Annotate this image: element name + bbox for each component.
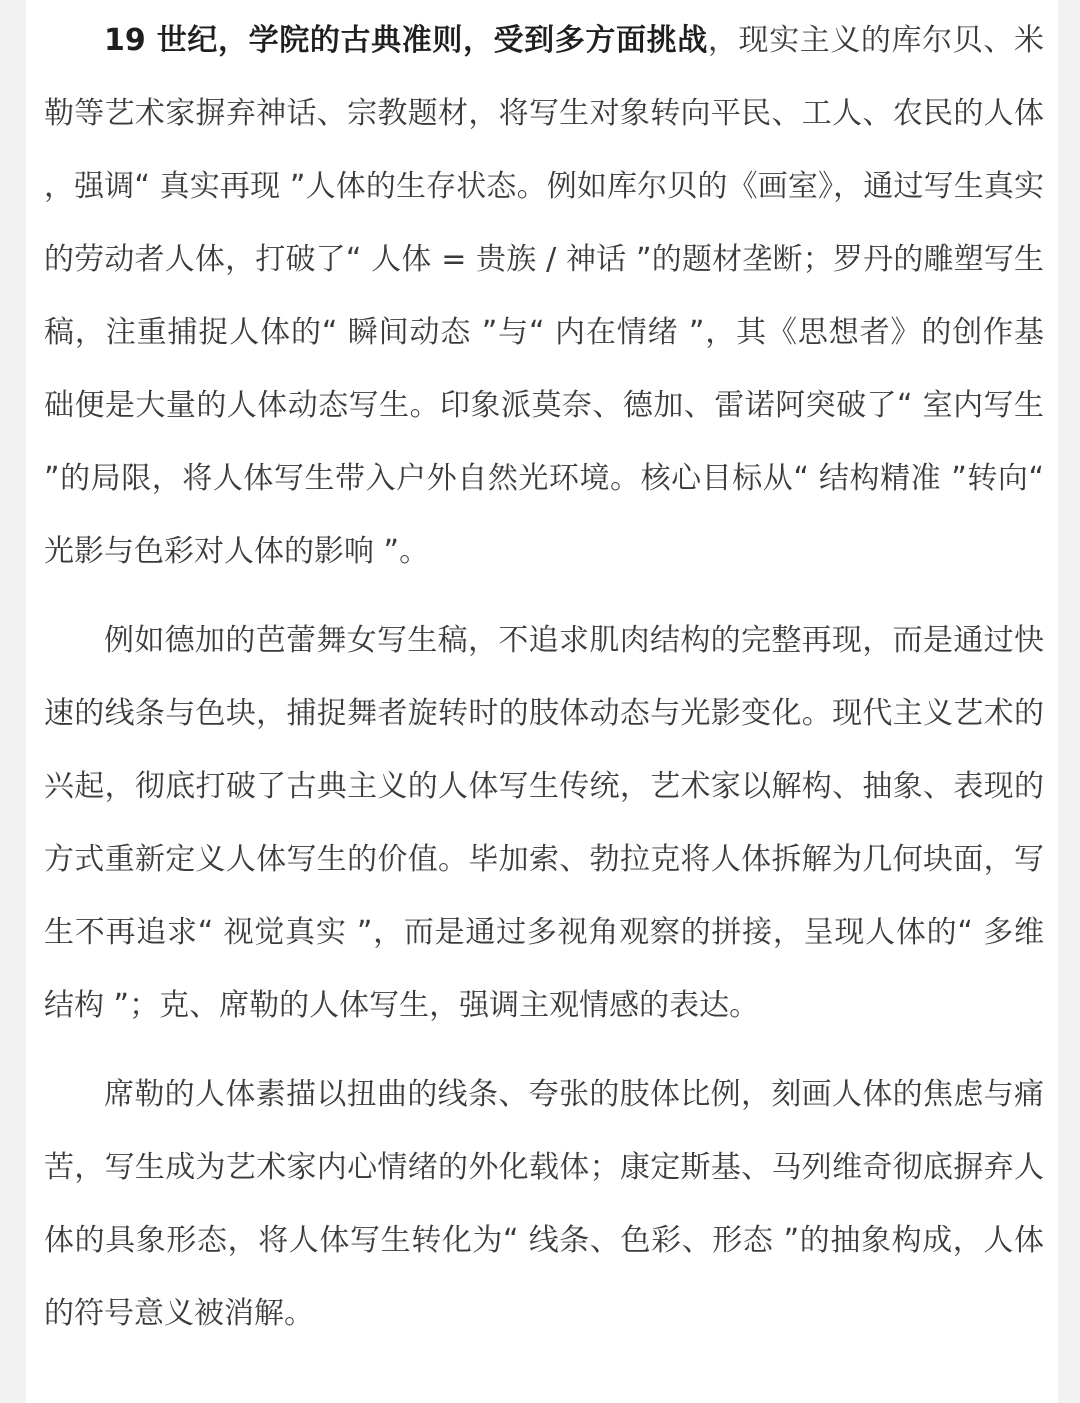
paragraph-2: [44, 604, 1044, 1042]
paragraph-2-text: 例如德加的芭蕾舞女写生稿，不追求肌肉结构的完整再现，而是通过快速的线条与色块，捕捉舞者旋转时的肢体动态与光影变化。现代主义艺术的兴起，彻底打破了古典主义的人体写生传统，艺术家以解构、抽象、表现的方式重新定义人体写生的价值。毕加索、勃拉克将人体拆解为几何块面，写生不再追求“ 视觉真实 ”，而是通过多视角观察的拼接，呈现人体的“ 多维结构 ”；克、席勒的人体写生，强调主观情感的表达。: [44, 623, 1044, 1023]
paragraph-3-text: 席勒的人体素描以扭曲的线条、夸张的肢体比例，刻画人体的焦虑与痛苦，写生成为艺术家内心情绪的外化载体；康定斯基、马列维奇彻底摒弃人体的具象形态，将人体写生转化为“ 线条、色彩、形态 ”的抽象构成，人体的符号意义被消解。: [44, 1077, 1044, 1331]
paragraph-1: [44, 4, 1044, 588]
paragraph-1-text: ，现实主义的库尔贝、米勒等艺术家摒弃神话、宗教题材，将写生对象转向平民、工人、农民的人体，强调“ 真实再现 ”人体的生存状态。例如库尔贝的《画室》，通过写生真实的劳动者人体，打破了“ 人体 = 贵族 / 神话 ”的题材垄断；罗丹的雕塑写生稿，注重捕捉人体的“ 瞬间动态 ”与“ 内在情绪 ”，其《思想者》的创作基础便是大量的人体动态写生。印象派莫奈、德加、雷诺阿突破了“ 室内写生 ”的局限，将人体写生带入户外自然光环境。核心目标从“ 结构精准 ”转向“ 光影与色彩对人体的影响 ”。: [44, 23, 1044, 569]
paragraph-1-lead: 19 世纪，学院的古典准则，受到多方面挑战: [104, 23, 708, 58]
article-page: [26, 0, 1058, 1403]
paragraph-3: [44, 1058, 1044, 1350]
article-body: [44, 4, 1044, 1350]
